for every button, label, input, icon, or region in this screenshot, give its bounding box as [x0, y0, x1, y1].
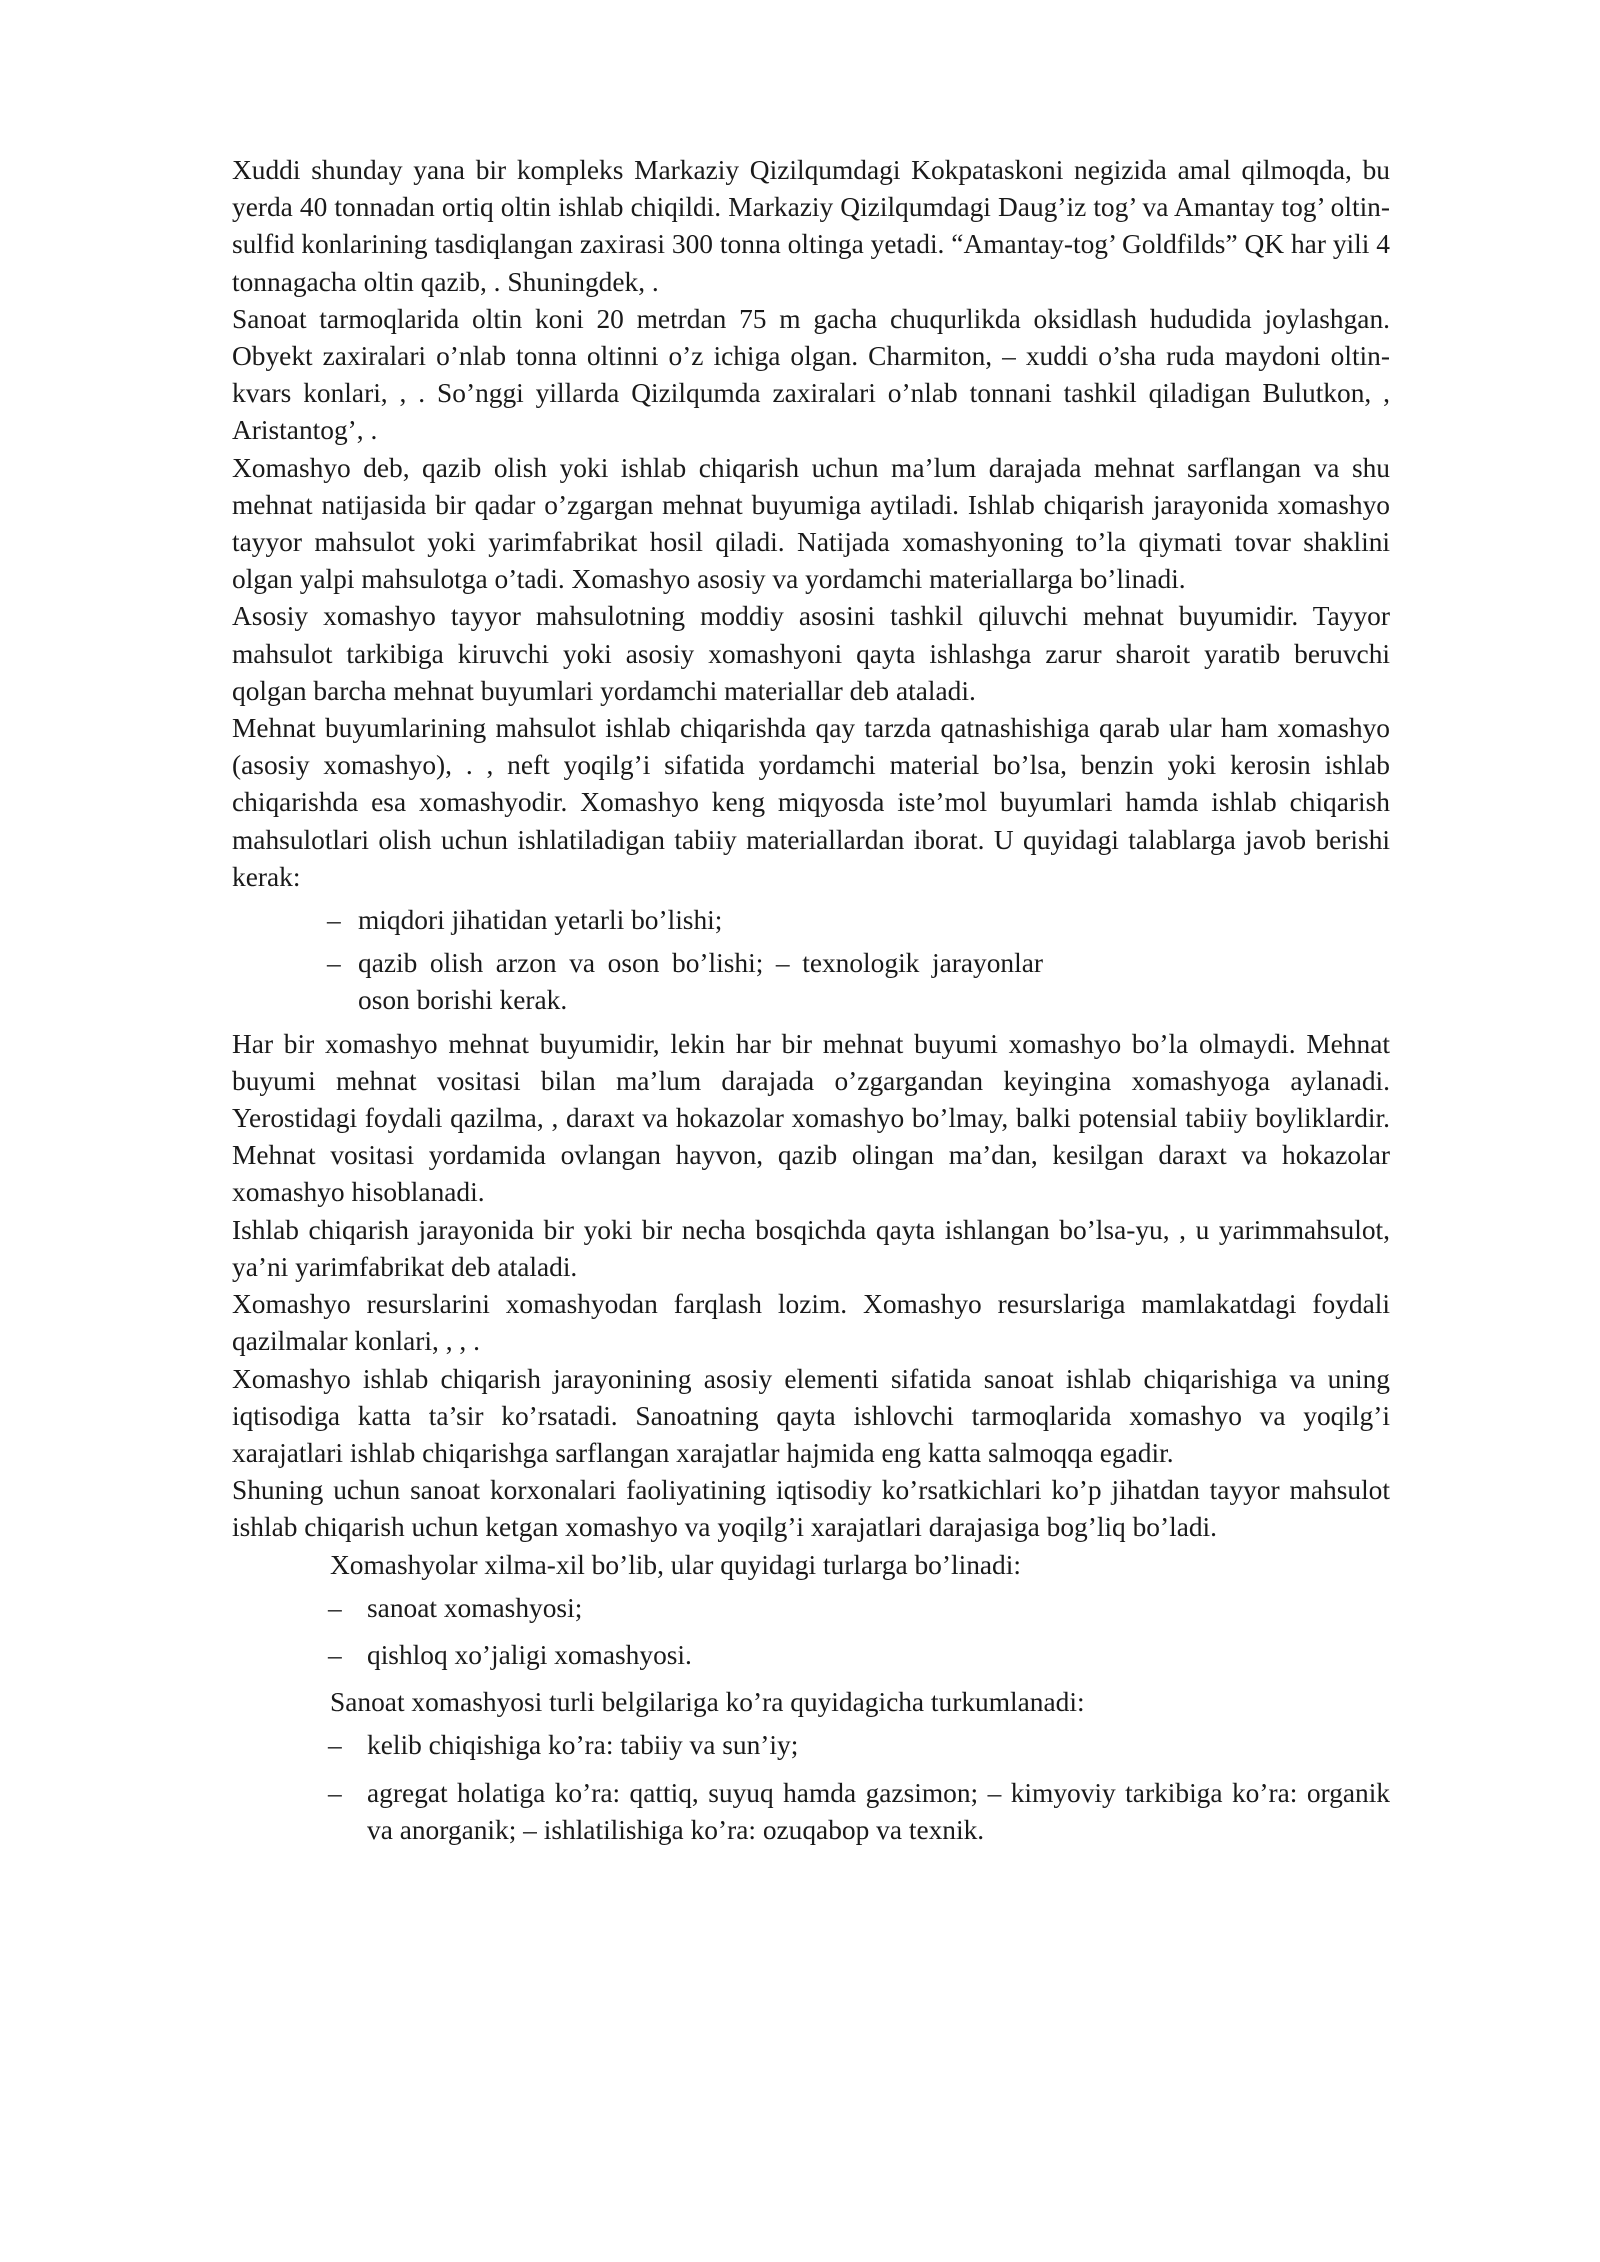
dash-bullet: – — [327, 905, 341, 936]
list-item-text: sanoat xomashyosi; — [367, 1592, 583, 1623]
dash-bullet: – — [328, 1777, 342, 1808]
list-item — [232, 1775, 1390, 1849]
dash-bullet: – — [328, 1730, 342, 1761]
paragraph-labor-objects: Mehnat buyumlarining mahsulot ishlab chiqarishda qay tarzda qatnashishiga qarab ular ham xomashyo (asosiy xomashyo), . , neft yoqilg’i sifatida yordamchi material bo’lsa, benzin yoki kerosin ishlab chiqarishda esa xomashyodir. Xomashyo keng miqyosda iste’mol buyumlari hamda ishlab chiqarish mahsulotlari olish uchun ishlatiladigan tabiiy materiallardan iborat. U quyidagi talablarga javob berishi kerak: — [232, 713, 1390, 892]
paragraph-gold-complex: Xuddi shunday yana bir kompleks Markaziy Qizilqumdagi Kokpataskoni negizida amal qilmoqda, bu yerda 40 tonnadan ortiq oltin ishlab chiqildi. Markaziy Qizilqumdagi Daug’iz tog’ va Amantay tog’ oltin-sulfid konlarining tasdiqlangan zaxirasi 300 tonna oltinga yetadi. “Amantay-tog’ Goldfilds” QK har yili 4 tonnagacha oltin qazib, . Shuningdek, . — [232, 155, 1390, 297]
requirements-list — [232, 902, 1390, 1020]
paragraph-industrial-classification-intro: Sanoat xomashyosi turli belgilariga ko’ra quyidagicha turkumlanadi: — [330, 1687, 1085, 1718]
raw-types-list — [232, 1590, 1390, 1674]
dash-bullet: – — [328, 1592, 342, 1623]
paragraph-main-raw-material: Asosiy xomashyo tayyor mahsulotning moddiy asosini tashkil qiluvchi mehnat buyumidir. Tayyor mahsulot tarkibiga kiruvchi yoki asosiy xomashyoni qayta ishlashga zarur sharoit yaratib beruvchi qolgan barcha mehnat buyumlari yordamchi materiallar deb ataladi. — [232, 601, 1390, 706]
list-item — [232, 1637, 1390, 1674]
list-item-text: qazib olish arzon va oson bo’lishi; – texnologik jarayonlar oson borishi kerak. — [358, 948, 1043, 1016]
dash-bullet: – — [327, 948, 341, 979]
list-item-text: kelib chiqishiga ko’ra: tabiiy va sun’iy; — [367, 1730, 799, 1761]
paragraph-raw-types-intro: Xomashyolar xilma-xil bo’lib, ular quyidagi turlarga bo’linadi: — [330, 1549, 1021, 1580]
list-item-text: agregat holatiga ko’ra: qattiq, suyuq hamda gazsimon; – kimyoviy tarkibiga ko’ra: organik va anorganik; – ishlatilishiga ko’ra: ozuqabop va texnik. — [367, 1777, 1390, 1845]
list-item — [232, 945, 1043, 1019]
classification-list — [232, 1727, 1390, 1849]
list-item — [232, 1590, 1390, 1627]
paragraph-raw-resources: Xomashyo resurslarini xomashyodan farqlash lozim. Xomashyo resurslariga mamlakatdagi foydali qazilmalar konlari, , , . — [232, 1289, 1390, 1357]
paragraph-gold-deposits: Sanoat tarmoqlarida oltin koni 20 metrdan 75 m gacha chuqurlikda oksidlash hududida joylashgan. Obyekt zaxiralari o’nlab tonna oltinni o’z ichiga olgan. Charmiton, – xuddi o’sha ruda maydoni oltin-kvars konlari, , . So’nggi yillarda Qizilqumda zaxiralari o’nlab tonnani tashkil qiladigan Bulutkon, , Aristantog’, . — [232, 303, 1390, 446]
document-body — [232, 152, 1390, 1859]
list-item-text: miqdori jihatidan yetarli bo’lishi; — [358, 905, 723, 936]
paragraph-economic-indicators: Shuning uchun sanoat korxonalari faoliyatining iqtisodiy ko’rsatkichlari ko’p jihatdan tayyor mahsulot ishlab chiqarish uchun ketgan xomashyo va yoqilg’i xarajatlari darajasiga bog’liq bo’ladi. — [232, 1475, 1390, 1543]
paragraph-semi-product: Ishlab chiqarish jarayonida bir yoki bir necha bosqichda qayta ishlangan bo’lsa-yu, , u yarimmahsulot, ya’ni yarimfabrikat deb ataladi. — [232, 1214, 1390, 1282]
list-item-text: qishloq xo’jaligi xomashyosi. — [367, 1639, 692, 1670]
list-item — [232, 902, 1390, 939]
paragraph-raw-material-definition: Xomashyo deb, qazib olish yoki ishlab chiqarish uchun ma’lum darajada mehnat sarflangan va shu mehnat natijasida bir qadar o’zgargan mehnat buyumiga aytiladi. Ishlab chiqarish jarayonida xomashyo tayyor mahsulot yoki yarimfabrikat hosil qiladi. Natijada xomashyoning to’la qiymati tovar shaklini olgan yalpi mahsulotga o’tadi. Xomashyo asosiy va yordamchi materiallarga bo’linadi. — [232, 452, 1390, 595]
paragraph-labor-object-vs-raw: Har bir xomashyo mehnat buyumidir, lekin har bir mehnat buyumi xomashyo bo’la olmaydi. Mehnat buyumi mehnat vositasi bilan ma’lum darajada o’zgargandan keyingina xomashyoga aylanadi. Yerostidagi foydali qazilma, , daraxt va hokazolar xomashyo bo’lmay, balki potensial tabiiy boyliklardir. Mehnat vositasi yordamida ovlangan hayvon, qazib olingan ma’dan, kesilgan daraxt va hokazolar xomashyo hisoblanadi. — [232, 1028, 1390, 1208]
list-item — [232, 1727, 1390, 1764]
paragraph-raw-economic-role: Xomashyo ishlab chiqarish jarayonining asosiy elementi sifatida sanoat ishlab chiqarishiga va uning iqtisodiga katta ta’sir ko’rsatadi. Sanoatning qayta ishlovchi tarmoqlarida xomashyo va yoqilg’i xarajatlari ishlab chiqarishga sarflangan xarajatlar hajmida eng katta salmoqqa egadir. — [232, 1363, 1390, 1468]
dash-bullet: – — [328, 1639, 342, 1670]
